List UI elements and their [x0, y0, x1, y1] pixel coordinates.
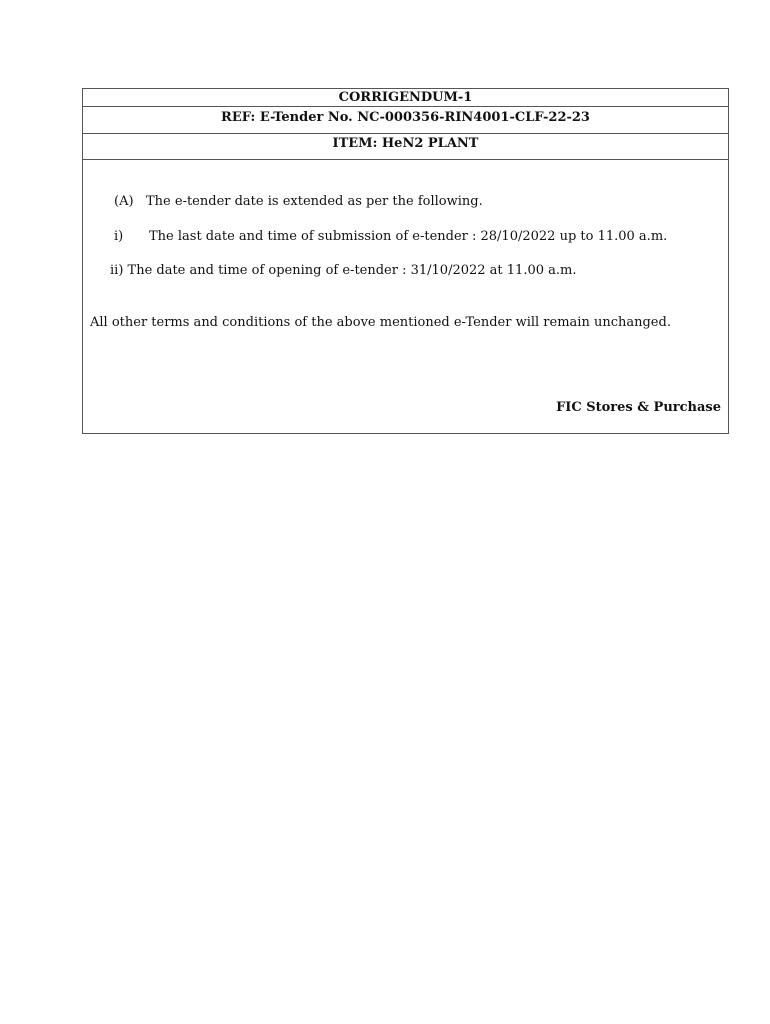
- section-a-label: (A): [114, 194, 134, 209]
- general-note: All other terms and conditions of the above mentioned e-Tender will remain unchanged.: [90, 315, 671, 330]
- corrigendum-table: [82, 88, 729, 434]
- document-title: CORRIGENDUM-1: [83, 89, 728, 107]
- signatory: FIC Stores & Purchase: [556, 400, 721, 415]
- point-i: [114, 229, 667, 245]
- point-i-label: i): [114, 229, 124, 244]
- section-a: [114, 194, 483, 210]
- point-i-text: The last date and time of submission of e-tender : 28/10/2022 up to 11.00 a.m.: [149, 229, 668, 244]
- section-a-text: The e-tender date is extended as per the following.: [146, 194, 483, 209]
- point-ii: ii) The date and time of opening of e-tender : 31/10/2022 at 11.00 a.m.: [110, 263, 577, 278]
- tender-reference: REF: E-Tender No. NC-000356-RIN4001-CLF-22-23: [83, 107, 728, 134]
- corrigendum-body: [83, 160, 728, 433]
- tender-item: ITEM: HeN2 PLANT: [83, 134, 728, 160]
